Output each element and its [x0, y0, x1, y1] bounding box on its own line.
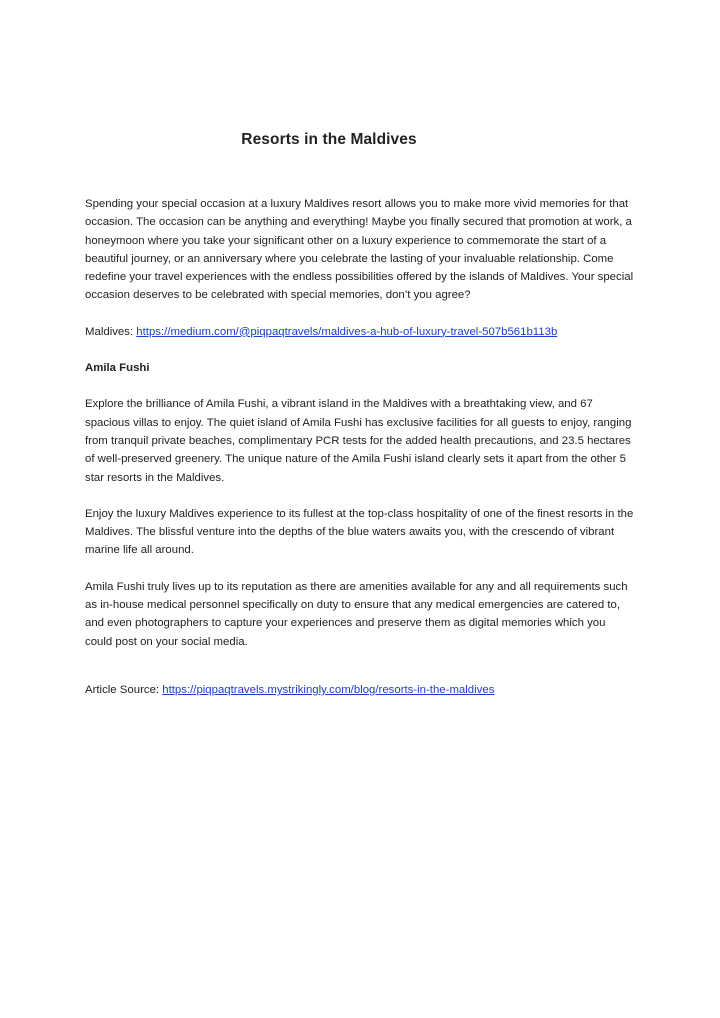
article-source-link[interactable]: https://piqpaqtravels.mystrikingly.com/blog/resorts-in-the-maldives: [162, 683, 495, 696]
document-body: [85, 195, 635, 699]
body-paragraph-1: Explore the brilliance of Amila Fushi, a vibrant island in the Maldives with a breathtaking view, and 67 spacious villas to enjoy. The quiet island of Amila Fushi has exclusive facilities for all guests to enjoy, ranging from tranquil private beaches, complimentary PCR tests for the added health precautions, and 23.5 hectares of well-preserved greenery. The unique nature of the Amila Fushi island clearly sets it apart from the other 5 star resorts in the Maldives.: [85, 398, 632, 484]
source-link-line: [85, 681, 635, 699]
maldives-link-label: Maldives:: [85, 325, 134, 338]
body-paragraph-2: Enjoy the luxury Maldives experience to its fullest at the top-class hospitality of one of the finest resorts in the Maldives. The blissful venture into the depths of the blue waters awaits you, with the crescendo of vibrant marine life all around.: [85, 507, 634, 557]
intro-paragraph: Spending your special occasion at a luxury Maldives resort allows you to make more vivid memories for that occasion. The occasion can be anything and everything! Maybe you finally secured that promotion at work, a honeymoon where you take your significant other on a luxury experience to commemorate the start of a beautiful journey, or an anniversary where you celebrate the lasting of your invaluable relationship. Come redefine your travel experiences with the endless possibilities offered by the islands of Maldives. Your special occasion deserves to be celebrated with special memories, don’t you agree?: [85, 198, 634, 302]
source-link-label: Article Source:: [85, 683, 160, 696]
maldives-link-line: [85, 323, 635, 341]
section-heading: Amila Fushi: [85, 362, 150, 375]
maldives-article-link[interactable]: https://medium.com/@piqpaqtravels/maldives-a-hub-of-luxury-travel-507b561b113b: [136, 325, 558, 338]
body-paragraph-3: Amila Fushi truly lives up to its reputation as there are amenities available for any and all requirements such as in-house medical personnel specifically on duty to ensure that any medical emergencies are catered to, and even photographers to capture your experiences and preserve them as digital memories which you could post on your social media.: [85, 580, 628, 648]
document-title: Resorts in the Maldives: [241, 131, 417, 148]
